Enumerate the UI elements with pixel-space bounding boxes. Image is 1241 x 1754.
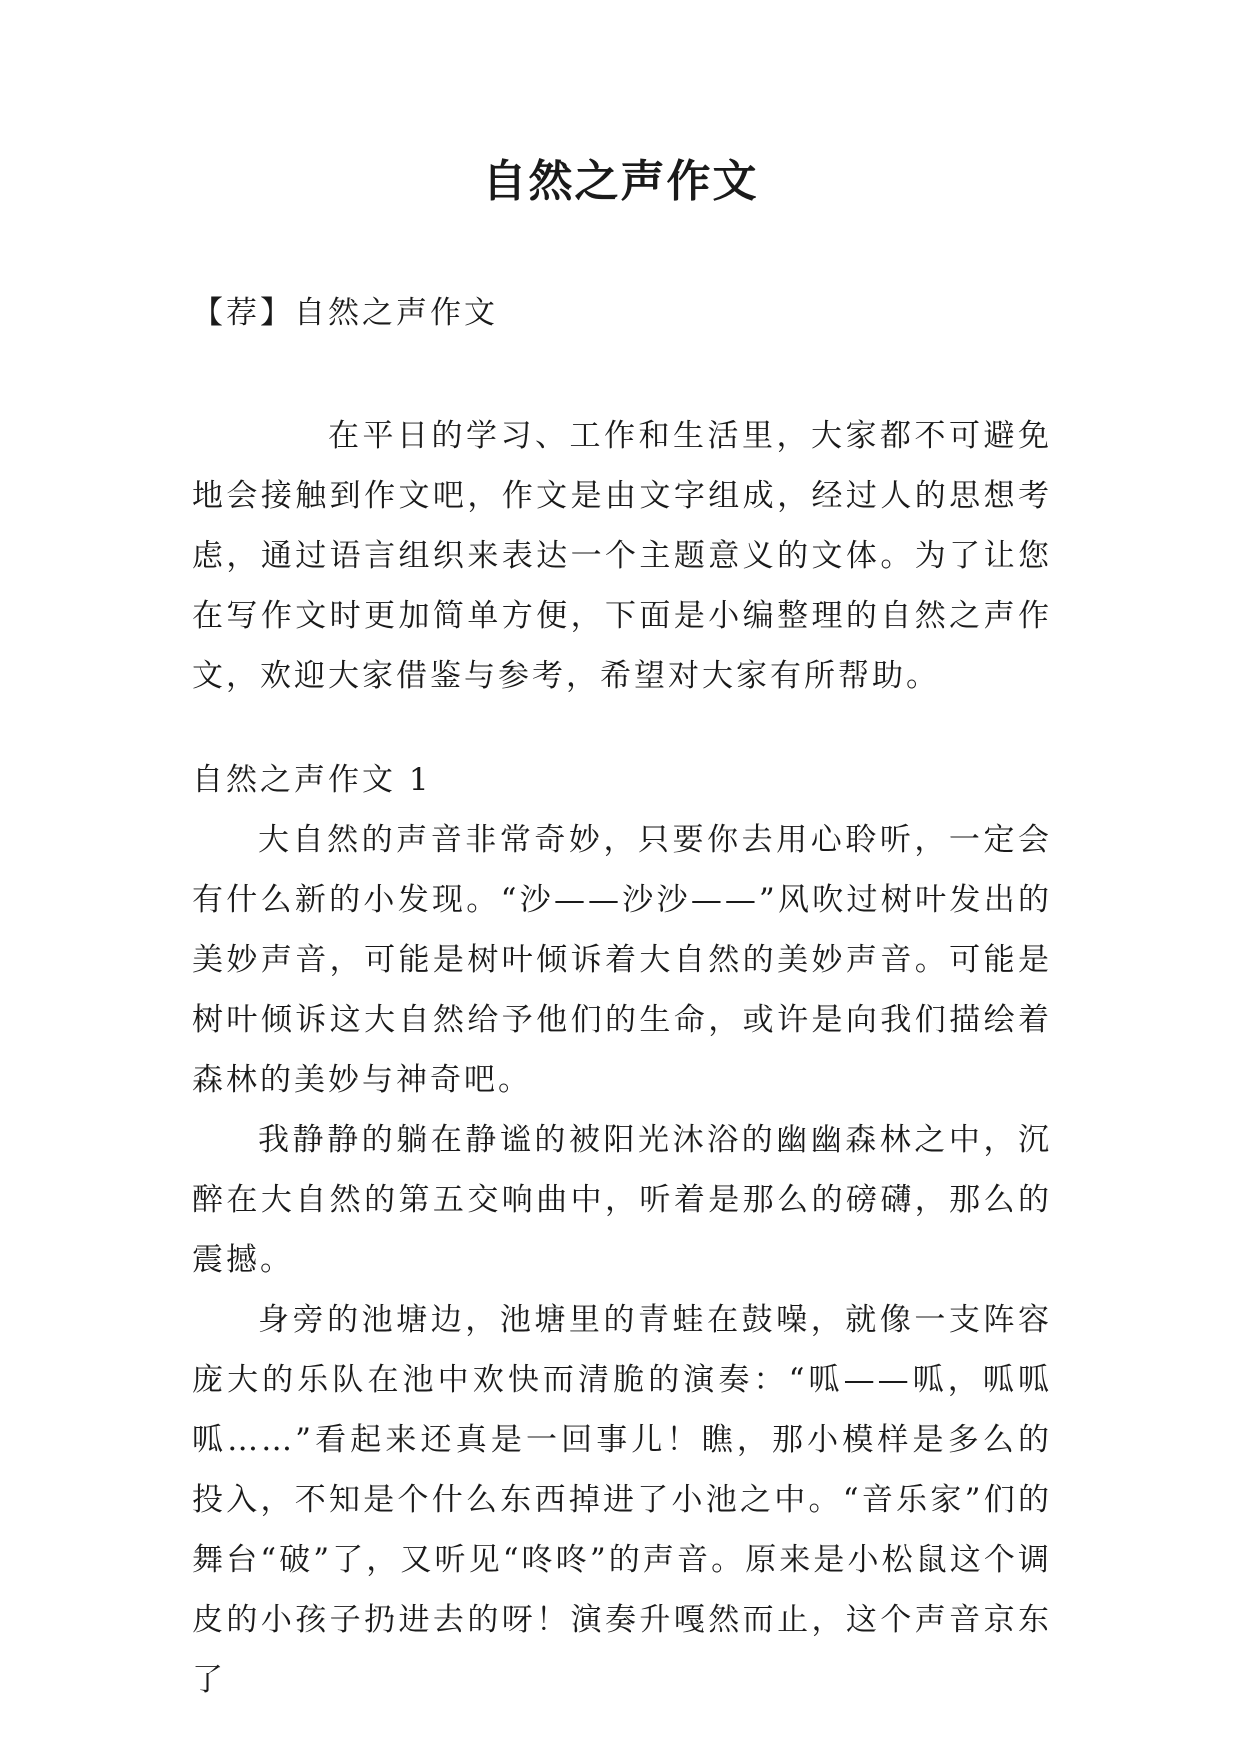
intro-paragraph: 在平日的学习、工作和生活里，大家都不可避免地会接触到作文吧，作文是由文字组成，经过人的思想考虑，通过语言组织来表达一个主题意义的文体。为了让您在写作文时更加简单方便，下面是小编整理的自然之声作文，欢迎大家借鉴与参考，希望对大家有所帮助。 [192,418,1052,694]
section-heading: 自然之声作文 1 [192,762,432,798]
document-subtitle: 【荐】自然之声作文 [192,295,498,331]
intro-block [192,406,1052,706]
body-paragraph-3: 身旁的池塘边，池塘里的青蛙在鼓噪，就像一支阵容庞大的乐队在池中欢快而清脆的演奏：“呱——呱，呱呱呱……”看起来还真是一回事儿！瞧，那小模样是多么的投入，不知是个什么东西掉进了小池之中。“音乐家”们的舞台“破”了，又听见“咚咚”的声音。原来是小松鼠这个调皮的小孩子扔进去的呀！演奏升嘎然而止，这个声音京东了 [192,1302,1052,1698]
essay-section [192,750,1052,1710]
body-paragraph-2: 我静静的躺在静谧的被阳光沐浴的幽幽森林之中，沉醉在大自然的第五交响曲中，听着是那么的磅礴，那么的震撼。 [192,1122,1052,1278]
document-title: 自然之声作文 [482,156,759,207]
body-paragraph-1: 大自然的声音非常奇妙，只要你去用心聆听，一定会有什么新的小发现。“沙——沙沙——”风吹过树叶发出的美妙声音，可能是树叶倾诉着大自然的美妙声音。可能是树叶倾诉这大自然给予他们的生命，或许是向我们描绘着森林的美妙与神奇吧。 [192,822,1052,1098]
